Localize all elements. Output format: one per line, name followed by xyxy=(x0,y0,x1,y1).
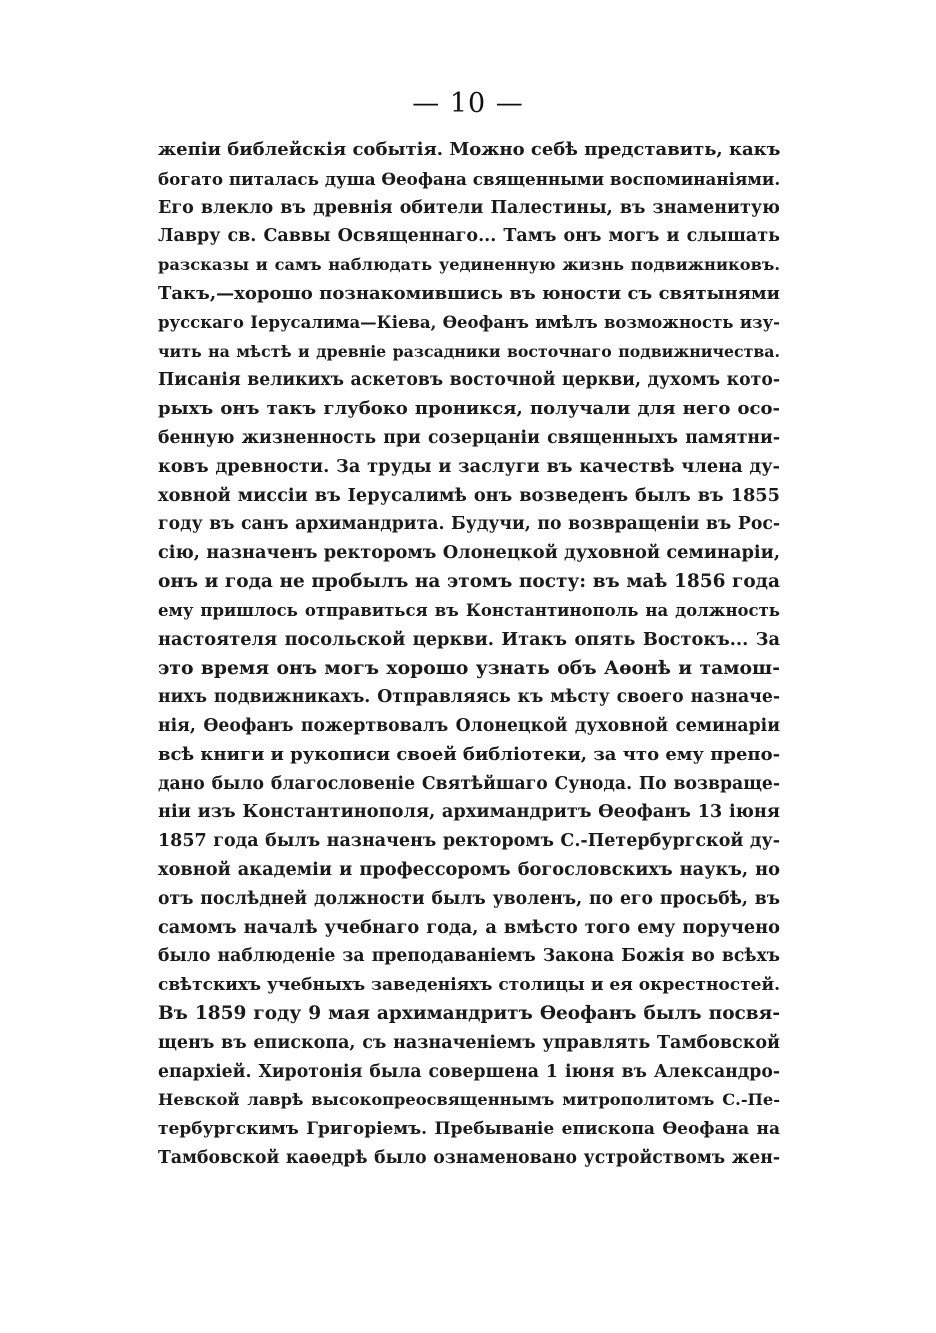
text-line: Такъ,—хорошо познакомившись въ юности съ святынями xyxy=(158,282,780,304)
text-line: году въ санъ архимандрита. Будучи, по возвращеніи въ Рос- xyxy=(158,514,780,535)
text-line: ховной академіи и профессоромъ богословскихъ наукъ, но xyxy=(158,858,780,880)
text-line: Лавру св. Саввы Освященнаго... Тамъ онъ могъ и слышать xyxy=(158,226,780,247)
text-line: дано было благословеніе Святѣйшаго Сунода. По возвраще- xyxy=(158,773,780,794)
text-line: Его влекло въ древнія обители Палестины, въ знаменитую xyxy=(158,197,780,218)
text-line: чить на мѣстѣ и древніе разсадники восточнаго подвижничества. xyxy=(158,341,780,361)
text-line: свѣтскихъ учебныхъ заведеніяхъ столицы и ея окрестностей. xyxy=(158,975,780,996)
text-line: жепіи библейскія событія. Можно себѣ представить, какъ xyxy=(158,139,780,160)
text-line: онъ и года не пробылъ на этомъ посту: въ маѣ 1856 года xyxy=(158,570,780,592)
text-line: рыхъ онъ такъ глубоко проникся, получали для него осо- xyxy=(158,398,780,420)
text-line: ковъ древности. За труды и заслуги въ качествѣ члена ду- xyxy=(158,455,780,477)
text-line: ніи изъ Константинополя, архимандритъ Ѳеофанъ 13 іюня xyxy=(158,801,780,823)
text-line: было наблюденіе за преподаваніемъ Закона Божія во всѣхъ xyxy=(158,946,780,967)
text-line: сію, назначенъ ректоромъ Олонецкой духовной семинаріи, xyxy=(158,542,780,564)
text-line: разсказы и самъ наблюдать уединенную жизнь подвижниковъ. xyxy=(158,255,780,275)
text-line: Тамбовской каѳедрѣ было ознаменовано устройствомъ жен- xyxy=(158,1147,780,1168)
text-line: епархіей. Хиротонія была совершена 1 іюня въ Александро- xyxy=(158,1061,780,1082)
text-line: тербургскимъ Григоріемъ. Пребываніе епископа Ѳеофана на xyxy=(158,1119,780,1140)
body-text xyxy=(158,136,780,1173)
text-line: нія, Ѳеофанъ пожертвовалъ Олонецкой духовной семинаріи xyxy=(158,715,780,736)
text-line: ему пришлось отправиться въ Константинополь на должность xyxy=(158,600,780,620)
text-line: 1857 года былъ назначенъ ректоромъ С.-Петербургской ду- xyxy=(158,831,780,852)
text-line: Писанія великихъ аскетовъ восточной церкви, духомъ кото- xyxy=(158,370,780,391)
text-line: настоятеля посольской церкви. Итакъ опять Востокъ... За xyxy=(158,628,780,650)
text-line: самомъ началѣ учебнаго года, а вмѣсто того ему поручено xyxy=(158,916,780,938)
page-number: — 10 — xyxy=(412,88,524,119)
text-line: бенную жизненность при созерцаніи священныхъ памятни- xyxy=(158,427,780,448)
text-line: богато питалась душа Ѳеофана священными воспоминаніями. xyxy=(158,168,780,189)
text-line: щенъ въ епископа, съ назначеніемъ управлять Тамбовской xyxy=(158,1032,780,1053)
text-line: Въ 1859 году 9 мая архимандритъ Ѳеофанъ былъ посвя- xyxy=(158,1002,780,1024)
text-line: это время онъ могъ хорошо узнать объ Аѳонѣ и тамош- xyxy=(158,657,780,680)
text-line: всѣ книги и рукописи своей библіотеки, за что ему препо- xyxy=(158,743,780,765)
text-line: русскаго Іерусалима—Кіева, Ѳеофанъ имѣлъ возможность изу- xyxy=(158,312,780,332)
text-line: отъ послѣдней должности былъ уволенъ, по его просьбѣ, въ xyxy=(158,888,780,909)
text-line: Невской лаврѣ высокопреосвященнымъ митрополитомъ С.-Пе- xyxy=(158,1090,780,1110)
text-line: ховной миссіи въ Іерусалимѣ онъ возведенъ былъ въ 1855 xyxy=(158,484,780,506)
text-line: нихъ подвижникахъ. Отправляясь къ мѣсту своего назначе- xyxy=(158,687,780,708)
